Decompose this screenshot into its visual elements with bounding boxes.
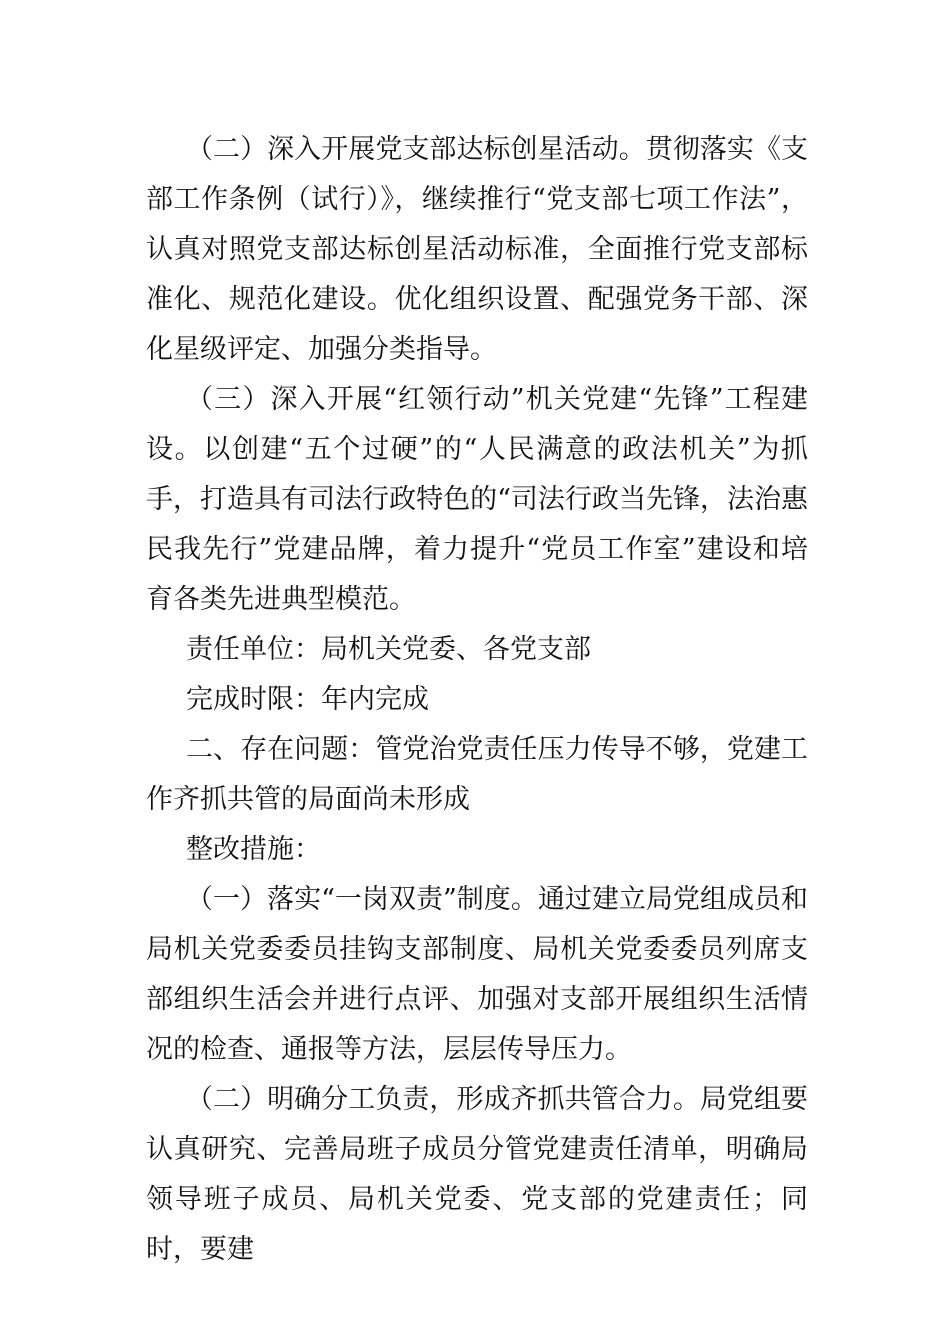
paragraph-dual-responsibility: （一）落实“一岗双责”制度。通过建立局党组成员和局机关党委委员挂钩支部制度、局机关党委委员列席支部组织生活会并进行点评、加强对支部开展组织生活情况的检查、通报等方法，层层传导压力。 bbox=[146, 884, 808, 1065]
paragraph-deadline: 完成时限：年内完成 bbox=[186, 684, 429, 715]
paragraph-responsible-unit: 责任单位：局机关党委、各党支部 bbox=[186, 634, 591, 665]
paragraph-measures-label: 整改措施： bbox=[186, 834, 321, 865]
paragraph-branch-star-activity: （二）深入开展党支部达标创星活动。贯彻落实《支部工作条例（试行）》，继续推行“党支部七项工作法”，认真对照党支部达标创星活动标准，全面推行党支部标准化、规范化建设。优化组织设置、配强党务干部、深化星级评定、加强分类指导。 bbox=[146, 134, 808, 365]
paragraph-issue-heading: 二、存在问题：管党治党责任压力传导不够，党建工作齐抓共管的局面尚未形成 bbox=[146, 734, 808, 815]
document-body bbox=[146, 125, 808, 1275]
paragraph-red-collar-action: （三）深入开展“红领行动”机关党建“先锋”工程建设。以创建“五个过硬”的“人民满意的政法机关”为抓手，打造具有司法行政特色的“司法行政当先锋，法治惠民我先行”党建品牌，着力提升“党员工作室”建设和培育各类先进典型模范。 bbox=[146, 384, 808, 615]
paragraph-division-of-duties: （二）明确分工负责，形成齐抓共管合力。局党组要认真研究、完善局班子成员分管党建责任清单，明确局领导班子成员、局机关党委、党支部的党建责任；同时，要建 bbox=[146, 1084, 808, 1265]
